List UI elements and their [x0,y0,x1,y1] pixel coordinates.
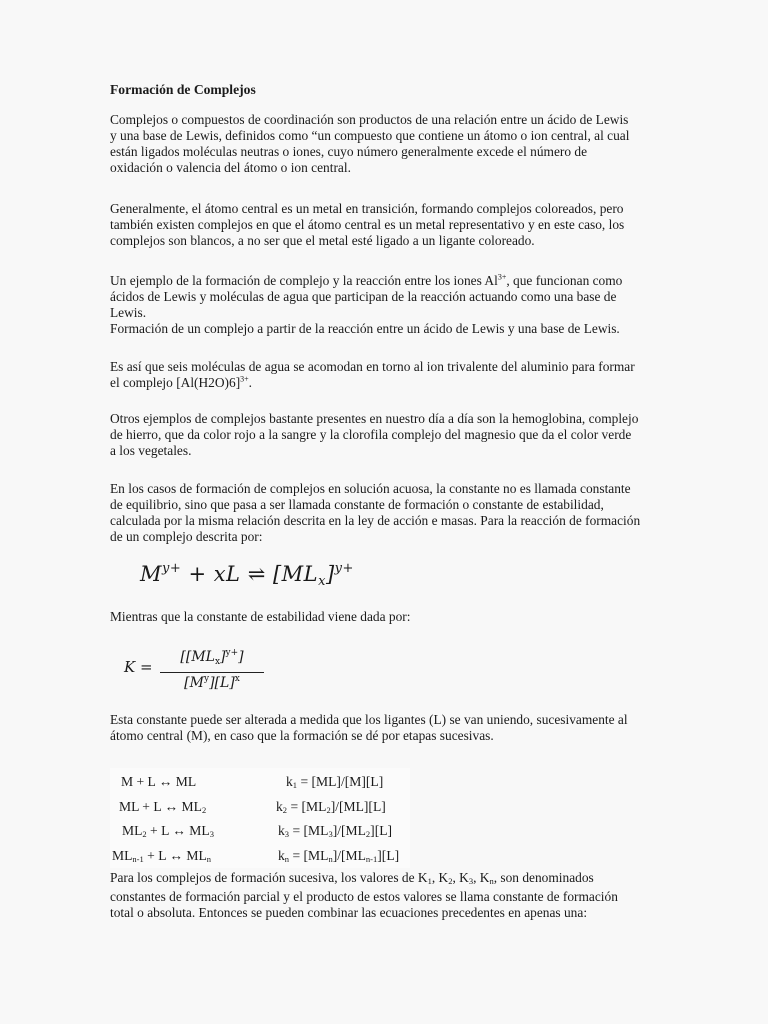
text-line [110,870,658,889]
paragraph-central-atom [110,201,658,249]
paragraph-aluminum-example [110,273,658,337]
text-fragment: ML [112,848,133,863]
text-fragment: ][L] [377,848,400,863]
eq-superscript: y+ [334,561,354,576]
stability-constant-equation [124,648,264,692]
reaction-row [110,848,410,868]
eq-term: ] [325,562,335,586]
subscript: 2 [365,829,371,839]
text-fragment: , son denominados [493,870,594,885]
eq-term: ][L] [209,675,235,691]
eq-equilibrium-arrow: ⇌ [240,562,273,586]
text-fragment: ML [122,823,143,838]
paragraph-stepwise [110,712,658,744]
subscript: 2 [201,805,207,815]
subscript: n-1 [365,854,378,864]
text-fragment: ]/[ML][L] [330,799,386,814]
paragraph-formation-constant [110,481,658,545]
eq-numerator [160,648,264,671]
subscript: n [328,854,333,864]
text-fragment: Un ejemplo de la formación de complejo y la reacción entre los iones Al [110,273,498,288]
text-fragment: = [ML [287,799,327,814]
eq-subscript: x [214,657,221,667]
subscript: 3 [328,829,333,839]
text-fragment: = [ML]/[M][L] [297,774,384,789]
text-line: total o absoluta. Entonces se pueden combinar las ecuaciones precedentes en apenas una: [110,905,588,920]
text-line: complejos son blancos, a no ser que el metal esté ligado a un ligante coloreado. [110,233,535,248]
text-fragment: k [278,848,285,863]
text-line: también existen complejos en que el átomo central es un metal representativo y en este caso, los [110,217,625,232]
eq-denominator [160,674,264,692]
text-fragment: , K [473,870,490,885]
subscript: n [489,876,494,886]
text-fragment: = [ML [289,848,329,863]
text-fragment: ]/[ML [332,848,366,863]
text-line: calculada por la misma relación descrita en la ley de acción e masas. Para la reacción de formación [110,513,641,528]
text-line [110,375,658,391]
eq-term: ] [238,649,244,665]
eq-subscript: x [318,574,326,589]
text-line [110,273,658,289]
subscript: n [284,854,290,864]
text-line: de equilibrio, sino que pasa a ser llamada constante de formación o constante de estabilidad, [110,497,604,512]
paragraph-definition [110,112,658,176]
eq-term: [M [184,675,204,691]
text-line: oxidación o valencia del átomo o ion central. [110,160,351,175]
subscript: n-1 [132,854,144,864]
text-line: de un complejo descrita por: [110,529,263,544]
stepwise-reactions-table [110,768,410,868]
subscript: 1 [427,876,432,886]
paragraph-stability-intro: Mientras que la constante de estabilidad viene dada por: [110,609,411,624]
text-line: Es así que seis moléculas de agua se acomodan en torno al ion trivalente del aluminio para formar [110,359,635,374]
subscript: 2 [326,805,331,815]
eq-superscript: x [234,674,240,684]
superscript: 3+ [240,374,249,384]
text-line: Esta constante puede ser alterada a medida que los ligantes (L) se van uniendo, sucesivamente al [110,712,628,727]
text-line: Generalmente, el átomo central es un metal en transición, formando complejos coloreados, pero [110,201,624,216]
text-line: y una base de Lewis, definidos como “un compuesto que contiene un átomo o ion central, al cual [110,128,630,143]
reaction-constant [286,774,383,790]
paragraph-water-molecules [110,359,658,391]
reaction-constant [278,823,392,839]
text-line: Formación de un complejo a partir de la reacción entre un ácido de Lewis y una base de Lewis. [110,321,620,336]
text-fragment: el complejo [Al(H2O)6] [110,375,241,390]
eq-term: [ML [272,562,319,586]
text-fragment: ML + L ↔ ML [119,799,202,814]
document-body [110,82,658,545]
text-line: átomo central (M), en caso que la formación se dé por etapas sucesivas. [110,728,494,743]
reaction-equation [122,823,214,839]
text-fragment: k [276,799,283,814]
eq-lhs: K = [124,658,153,676]
paragraph-other-examples [110,411,658,459]
text-line: de hierro, que da color rojo a la sangre y la clorofila complejo del magnesio que da el color verde [110,427,632,442]
subscript: 3 [284,829,290,839]
text-fragment: + L ↔ ML [146,823,210,838]
reaction-row [110,823,410,843]
subscript: 2 [282,805,288,815]
text-line: Complejos o compuestos de coordinación son productos de una relación entre un ácido de Lewis [110,112,629,127]
reaction-constant [278,848,399,864]
text-fragment: ][L] [370,823,393,838]
text-line: Lewis. [110,305,147,320]
text-fragment: , que funcionan como [506,273,623,288]
text-fragment: k [286,774,293,789]
reaction-equation: M + L ↔ ML [121,774,197,789]
fraction-bar [160,672,264,673]
eq-term: M [140,562,163,586]
text-line: En los casos de formación de complejos en solución acuosa, la constante no es llamada constante [110,481,631,496]
reaction-equation [112,848,211,864]
eq-operator: + [181,562,214,586]
eq-superscript: y [203,674,210,684]
eq-term: xL [213,562,241,586]
paragraph-partial-constants [110,870,658,921]
text-fragment: + L ↔ ML [143,848,207,863]
superscript: 3+ [497,272,507,282]
reaction-constant [276,799,386,815]
formation-equation [140,562,354,589]
text-fragment: Para los complejos de formación sucesiva, los valores de K [110,870,428,885]
text-fragment: . [248,375,253,390]
section-heading: Formación de Complejos [110,82,256,97]
subscript: 3 [468,876,474,886]
eq-term: [[ML [180,649,215,665]
eq-fraction [160,648,264,692]
text-fragment: k [278,823,285,838]
text-fragment: , K [452,870,469,885]
eq-superscript: y+ [162,561,182,576]
text-line: están ligados moléculas neutras o iones, cuyo número generalmente excede el número de [110,144,588,159]
subscript: 3 [209,829,214,839]
text-line: Otros ejemplos de complejos bastante presentes en nuestro día a día son la hemoglobina, complejo [110,411,639,426]
subscript: 2 [448,876,453,886]
text-line: ácidos de Lewis y moléculas de agua que participan de la reacción actuando como una base de [110,289,617,304]
reaction-row [110,799,410,819]
reaction-equation [119,799,206,815]
text-line: constantes de formación parcial y el producto de estos valores se llama constante de formación [110,889,618,904]
text-fragment: ]/[ML [332,823,366,838]
text-fragment: = [ML [289,823,329,838]
subscript: 2 [142,829,147,839]
text-fragment: , K [431,870,449,885]
reaction-row [110,774,410,794]
text-line: a los vegetales. [110,443,192,458]
eq-superscript: y+ [225,648,239,658]
subscript: 1 [292,780,298,790]
subscript: n [206,854,212,864]
eq-term: ] [220,649,226,665]
